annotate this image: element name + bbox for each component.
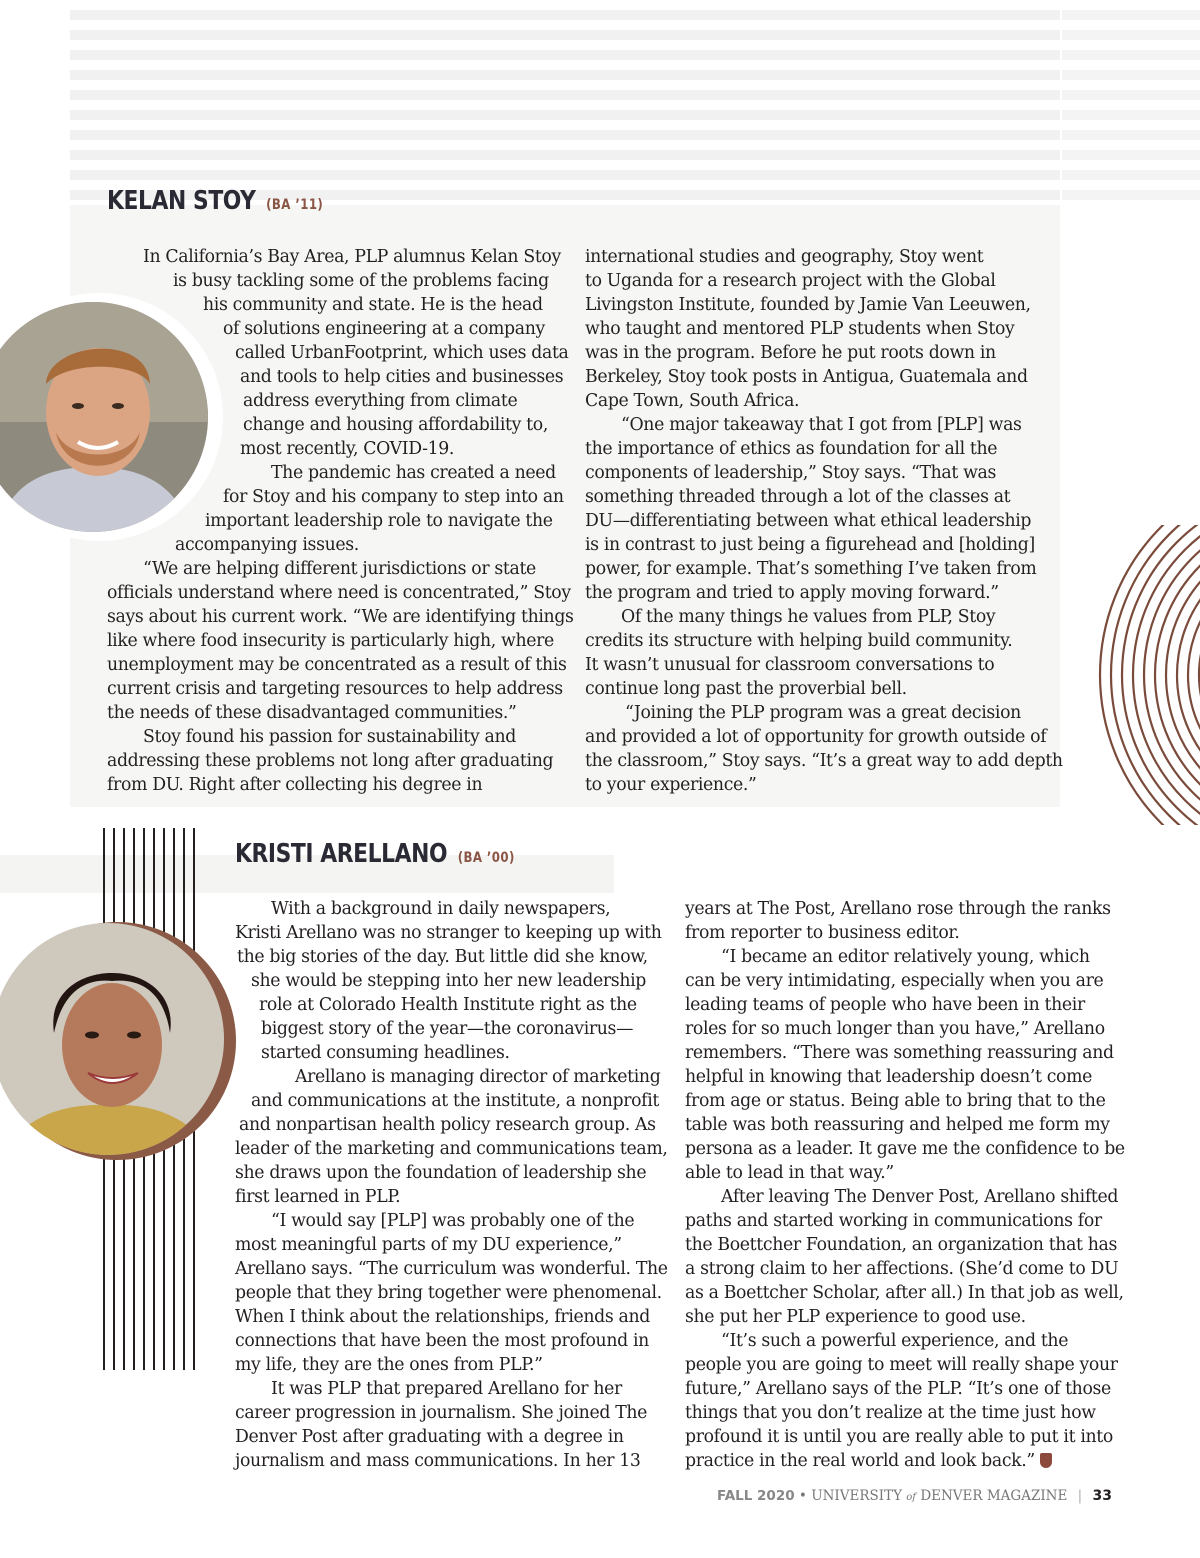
header-stripes <box>70 0 1060 205</box>
paragraph-line: Cape Town, South Africa. <box>585 391 800 411</box>
paragraph-line: Stoy found his passion for sustainability and <box>143 727 516 747</box>
paragraph-line: “Joining the PLP program was a great decision <box>625 703 1021 723</box>
paragraph-line: leading teams of people who have been in their <box>685 995 1085 1015</box>
page-number: 33 <box>1092 1488 1112 1504</box>
kristi-arellano-portrait <box>0 923 224 1155</box>
header-stripes-right <box>1062 0 1200 205</box>
footer-separator: | <box>1077 1488 1083 1504</box>
paragraph-line: a strong claim to her affections. (She’d come to DU <box>685 1259 1119 1279</box>
paragraph-line: and provided a lot of opportunity for growth outside of <box>585 727 1047 747</box>
paragraph-line: Arellano is managing director of marketing <box>295 1067 661 1087</box>
profile-degree: (BA ’11) <box>266 197 324 213</box>
publication-of: of <box>906 1492 917 1503</box>
paragraph-line: his community and state. He is the head <box>203 295 543 315</box>
paragraph-line: continue long past the proverbial bell. <box>585 679 907 699</box>
paragraph-line: power, for example. That’s something I’ve taken from <box>585 559 1037 579</box>
paragraph-line: journalism and mass communications. In her 13 <box>235 1451 641 1471</box>
paragraph-line <box>685 1449 1125 1473</box>
paragraph-line: Arellano says. “The curriculum was wonderful. The <box>235 1259 668 1279</box>
paragraph-line: “I became an editor relatively young, which <box>721 947 1090 967</box>
paragraph-line: from DU. Right after collecting his degree in <box>107 775 483 795</box>
body-column <box>685 897 1125 1473</box>
page-footer <box>717 1488 1112 1504</box>
paragraph-line: to Uganda for a research project with the Global <box>585 271 996 291</box>
concentric-arcs-decoration <box>1090 525 1200 825</box>
body-column <box>107 245 574 797</box>
paragraph-line: able to lead in that way.” <box>685 1163 894 1183</box>
paragraph-line: the Boettcher Foundation, an organization that has <box>685 1235 1118 1255</box>
paragraph-line: people that they bring together were phenomenal. <box>235 1283 662 1303</box>
paragraph-line: credits its structure with helping build community. <box>585 631 1013 651</box>
paragraph-line: Berkeley, Stoy took posts in Antigua, Guatemala and <box>585 367 1028 387</box>
profile-name-heading <box>107 186 323 216</box>
paragraph-line: most meaningful parts of my DU experience,” <box>235 1235 622 1255</box>
paragraph-line: “One major takeaway that I got from [PLP] was <box>621 415 1022 435</box>
paragraph-line: and communications at the institute, a nonprofit <box>251 1091 660 1111</box>
paragraph-line: as a Boettcher Scholar, after all.) In that job as well, <box>685 1283 1124 1303</box>
paragraph-line: The pandemic has created a need <box>271 463 556 483</box>
paragraph-line: to your experience.” <box>585 775 757 795</box>
paragraph-line: table was both reassuring and helped me form my <box>685 1115 1110 1135</box>
paragraph-line: remembers. “There was something reassuring and <box>685 1043 1114 1063</box>
paragraph-line: When I think about the relationships, friends and <box>235 1307 650 1327</box>
paragraph-line: and tools to help cities and businesses <box>240 367 564 387</box>
paragraph-line: the program and tried to apply moving forward.” <box>585 583 999 603</box>
paragraph-line: and nonpartisan health policy research group. As <box>239 1115 656 1135</box>
paragraph-line: DU—differentiating between what ethical leadership <box>585 511 1032 531</box>
paragraph-line: first learned in PLP. <box>235 1187 401 1207</box>
body-column <box>585 245 1063 797</box>
paragraph-line: persona as a leader. It gave me the confidence to be <box>685 1139 1125 1159</box>
publication-name-2: DENVER MAGAZINE <box>920 1488 1068 1504</box>
paragraph-line: like where food insecurity is particularly high, where <box>107 631 554 651</box>
paragraph-line: current crisis and targeting resources to help address <box>107 679 563 699</box>
paragraph-line: my life, they are the ones from PLP.” <box>235 1355 543 1375</box>
paragraph-line: address everything from climate <box>243 391 518 411</box>
paragraph-line: leader of the marketing and communications team, <box>235 1139 668 1159</box>
paragraph-line: she put her PLP experience to good use. <box>685 1307 1026 1327</box>
paragraph-line: unemployment may be concentrated as a result of this <box>107 655 567 675</box>
paragraph-line: the big stories of the day. But little did she know, <box>237 947 648 967</box>
paragraph-line: for Stoy and his company to step into an <box>223 487 564 507</box>
paragraph-line: biggest story of the year—the coronavirus— <box>261 1019 634 1039</box>
paragraph-line: Kristi Arellano was no stranger to keeping up with <box>235 923 662 943</box>
paragraph-line: “We are helping different jurisdictions or state <box>143 559 536 579</box>
paragraph-line: the importance of ethics as foundation for all the <box>585 439 998 459</box>
paragraph-line: the classroom,” Stoy says. “It’s a great way to add depth <box>585 751 1063 771</box>
paragraph-line: helpful in knowing that leadership doesn’t come <box>685 1067 1093 1087</box>
footer-bullet: • <box>798 1488 807 1504</box>
paragraph-line: is busy tackling some of the problems facing <box>173 271 549 291</box>
paragraph-line-text: practice in the real world and look back.” <box>685 1451 1035 1471</box>
publication-name-1: UNIVERSITY <box>811 1488 902 1504</box>
paragraph-line: important leadership role to navigate the <box>205 511 553 531</box>
paragraph-line: paths and started working in communications for <box>685 1211 1102 1231</box>
end-mark-icon <box>1040 1453 1052 1468</box>
paragraph-line: “I would say [PLP] was probably one of the <box>271 1211 635 1231</box>
paragraph-line: says about his current work. “We are identifying things <box>107 607 574 627</box>
paragraph-line: Denver Post after graduating with a degree in <box>235 1427 624 1447</box>
paragraph-line: something threaded through a lot of the classes at <box>585 487 1011 507</box>
paragraph-line: profound it is until you are really able to put it into <box>685 1427 1113 1447</box>
paragraph-line: In California’s Bay Area, PLP alumnus Kelan Stoy <box>143 247 561 267</box>
paragraph-line: the needs of these disadvantaged communities.” <box>107 703 517 723</box>
paragraph-line: is in contrast to just being a figurehead and [holding] <box>585 535 1035 555</box>
paragraph-line: called UrbanFootprint, which uses data <box>235 343 569 363</box>
paragraph-line: After leaving The Denver Post, Arellano shifted <box>721 1187 1119 1207</box>
paragraph-line: from reporter to business editor. <box>685 923 960 943</box>
paragraph-line: “It’s such a powerful experience, and the <box>721 1331 1069 1351</box>
paragraph-line: role at Colorado Health Institute right as the <box>259 995 637 1015</box>
paragraph-line: international studies and geography, Stoy went <box>585 247 984 267</box>
paragraph-line: she would be stepping into her new leadership <box>251 971 646 991</box>
paragraph-line: people you are going to meet will really shape your <box>685 1355 1118 1375</box>
paragraph-line: can be very intimidating, especially when you are <box>685 971 1104 991</box>
profile-name-heading <box>235 839 515 869</box>
body-column <box>235 897 675 1473</box>
issue-label: FALL 2020 <box>717 1488 795 1504</box>
paragraph-line: career progression in journalism. She joined The <box>235 1403 648 1423</box>
paragraph-line: roles for so much longer than you have,” Arellano <box>685 1019 1105 1039</box>
paragraph-line: officials understand where need is concentrated,” Stoy <box>107 583 571 603</box>
profile-degree: (BA ’00) <box>457 850 515 866</box>
paragraph-line: Livingston Institute, founded by Jamie Van Leeuwen, <box>585 295 1031 315</box>
paragraph-line: accompanying issues. <box>175 535 359 555</box>
paragraph-line: most recently, COVID-19. <box>240 439 455 459</box>
profile-name: KRISTI ARELLANO <box>235 839 448 869</box>
profile-name: KELAN STOY <box>107 186 256 216</box>
paragraph-line: It wasn’t unusual for classroom conversations to <box>585 655 995 675</box>
paragraph-line: was in the program. Before he put roots down in <box>585 343 996 363</box>
paragraph-line: of solutions engineering at a company <box>223 319 545 339</box>
paragraph-line: It was PLP that prepared Arellano for her <box>271 1379 622 1399</box>
paragraph-line: she draws upon the foundation of leadership she <box>235 1163 647 1183</box>
paragraph-line: years at The Post, Arellano rose through the ranks <box>685 899 1111 919</box>
paragraph-line: With a background in daily newspapers, <box>271 899 611 919</box>
paragraph-line: components of leadership,” Stoy says. “That was <box>585 463 997 483</box>
paragraph-line: things that you don’t realize at the time just how <box>685 1403 1096 1423</box>
paragraph-line: change and housing affordability to, <box>243 415 548 435</box>
paragraph-line: started consuming headlines. <box>261 1043 510 1063</box>
paragraph-line: Of the many things he values from PLP, Stoy <box>621 607 996 627</box>
paragraph-line: who taught and mentored PLP students when Stoy <box>585 319 1015 339</box>
paragraph-line: from age or status. Being able to bring that to the <box>685 1091 1106 1111</box>
paragraph-line: connections that have been the most profound in <box>235 1331 649 1351</box>
paragraph-line: addressing these problems not long after graduating <box>107 751 554 771</box>
paragraph-line: future,” Arellano says of the PLP. “It’s one of those <box>685 1379 1111 1399</box>
